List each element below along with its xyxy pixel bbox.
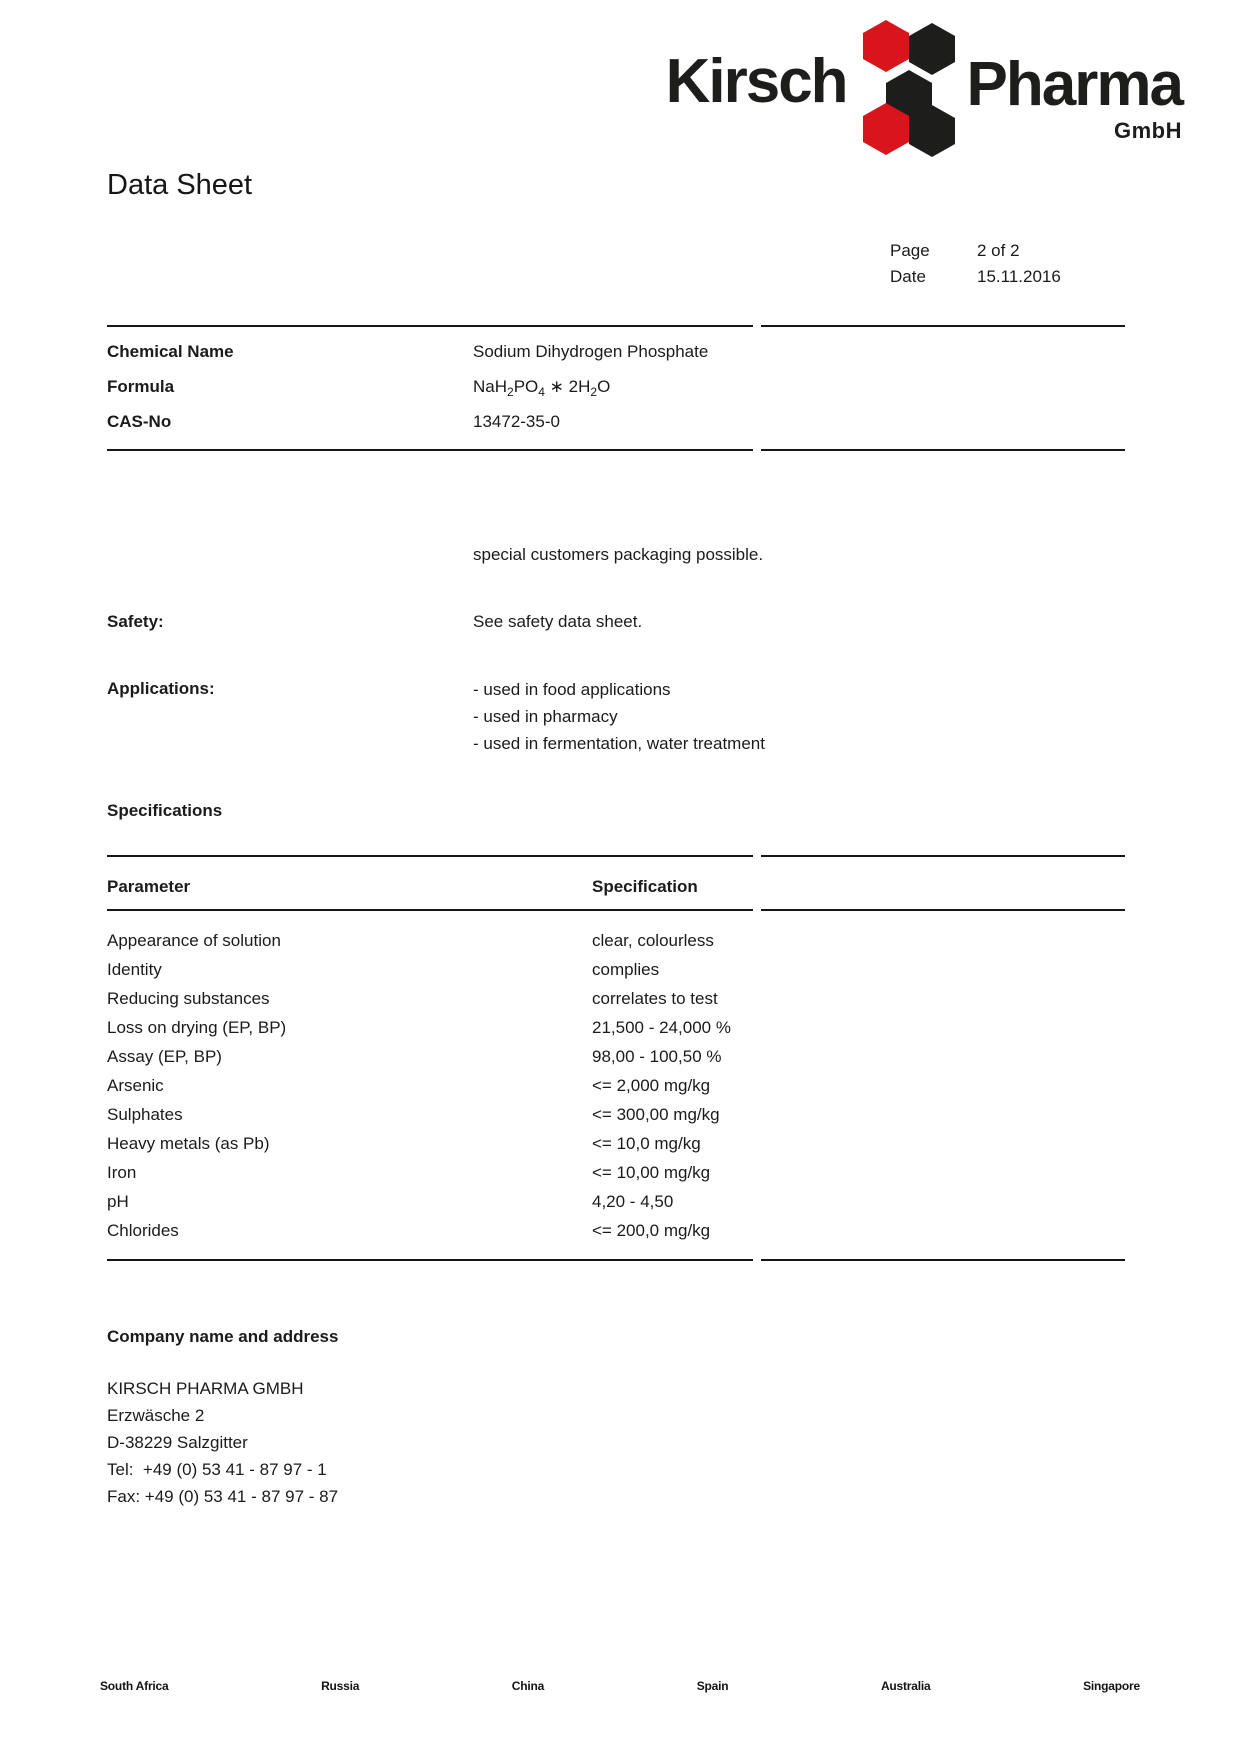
table-row: Arsenic <= 2,000 mg/kg	[107, 1076, 711, 1095]
company-section-title: Company name and address	[107, 1327, 339, 1346]
application-item: - used in fermentation, water treatment	[473, 734, 765, 753]
footer-country: Australia	[880, 1679, 931, 1693]
safety-row	[107, 612, 642, 632]
table-row: Sulphates <= 300,00 mg/kg	[107, 1105, 720, 1124]
table-row: Chlorides <= 200,0 mg/kg	[107, 1221, 711, 1240]
footer-country: Russia	[321, 1679, 360, 1693]
company-street: Erzwäsche 2	[107, 1406, 205, 1425]
formula-label: Formula	[107, 377, 175, 396]
cas-label: CAS-No	[107, 412, 172, 431]
company-city: D-38229 Salzgitter	[107, 1433, 248, 1452]
page-value: 2 of 2	[977, 241, 1020, 260]
footer-country: Spain	[696, 1679, 729, 1693]
table-row: Appearance of solution clear, colourless	[107, 931, 714, 950]
page-label: Page	[890, 241, 930, 260]
cas-row	[107, 404, 708, 439]
page-title: Data Sheet	[107, 169, 253, 201]
divider-line	[107, 855, 1125, 857]
divider-line	[107, 1259, 1125, 1261]
formula-value: $NaH_2PO_4$ ∗ $2H_2O$	[473, 377, 611, 399]
applications-section	[107, 679, 765, 760]
column-header-specification: Specification	[592, 877, 698, 896]
divider-line	[107, 325, 1125, 327]
footer-country: China	[511, 1679, 545, 1693]
applications-list	[473, 679, 765, 760]
table-row: pH 4,20 - 4,50	[107, 1192, 674, 1211]
chemical-name-row	[107, 334, 708, 369]
table-row: Identity complies	[107, 960, 660, 979]
table-row: Reducing substances correlates to test	[107, 989, 718, 1008]
company-fax: Fax: +49 (0) 53 41 - 87 97 - 87	[107, 1487, 339, 1506]
footer-country: South Africa	[100, 1679, 169, 1693]
safety-value: See safety data sheet.	[473, 612, 643, 631]
company-logo	[666, 6, 1182, 158]
cas-value: 13472-35-0	[473, 412, 560, 431]
application-item: - used in food applications	[473, 680, 671, 699]
spec-table-header	[107, 877, 698, 897]
column-header-parameter: Parameter	[107, 877, 191, 896]
logo-gmbh-text: GmbH	[1114, 118, 1182, 143]
date-value: 15.11.2016	[977, 267, 1061, 286]
table-row: Loss on drying (EP, BP) 21,500 - 24,000 %	[107, 1018, 731, 1037]
spec-table	[107, 926, 731, 1245]
table-row: Assay (EP, BP) 98,00 - 100,50 %	[107, 1047, 722, 1066]
footer-countries	[100, 1679, 1140, 1693]
meta-page-row	[890, 238, 1061, 264]
identity-section	[107, 334, 708, 439]
date-label: Date	[890, 267, 926, 286]
footer-country: Singapore	[1083, 1679, 1140, 1693]
meta-date-row	[890, 264, 1061, 290]
company-tel: Tel: +49 (0) 53 41 - 87 97 - 1	[107, 1460, 327, 1479]
safety-section	[107, 612, 642, 632]
company-section	[107, 1327, 338, 1510]
logo-pharma-text: Pharma	[966, 50, 1182, 119]
chemical-name-value: Sodium Dihydrogen Phosphate	[473, 342, 709, 361]
packaging-note: special customers packaging possible.	[473, 545, 764, 564]
divider-line	[107, 909, 1125, 911]
company-name: KIRSCH PHARMA GMBH	[107, 1379, 304, 1398]
page-meta	[890, 238, 1061, 290]
divider-line	[107, 449, 1125, 451]
table-row: Heavy metals (as Pb) <= 10,0 mg/kg	[107, 1134, 701, 1153]
formula-row	[107, 369, 708, 404]
specifications-title: Specifications	[107, 801, 223, 820]
applications-label: Applications:	[107, 679, 215, 698]
hexagon-molecule-icon	[857, 6, 957, 158]
application-item: - used in pharmacy	[473, 707, 618, 726]
logo-kirsch-text: Kirsch	[665, 47, 847, 116]
table-row: Iron <= 10,00 mg/kg	[107, 1163, 711, 1182]
safety-label: Safety:	[107, 612, 164, 631]
chemical-name-label: Chemical Name	[107, 342, 234, 361]
